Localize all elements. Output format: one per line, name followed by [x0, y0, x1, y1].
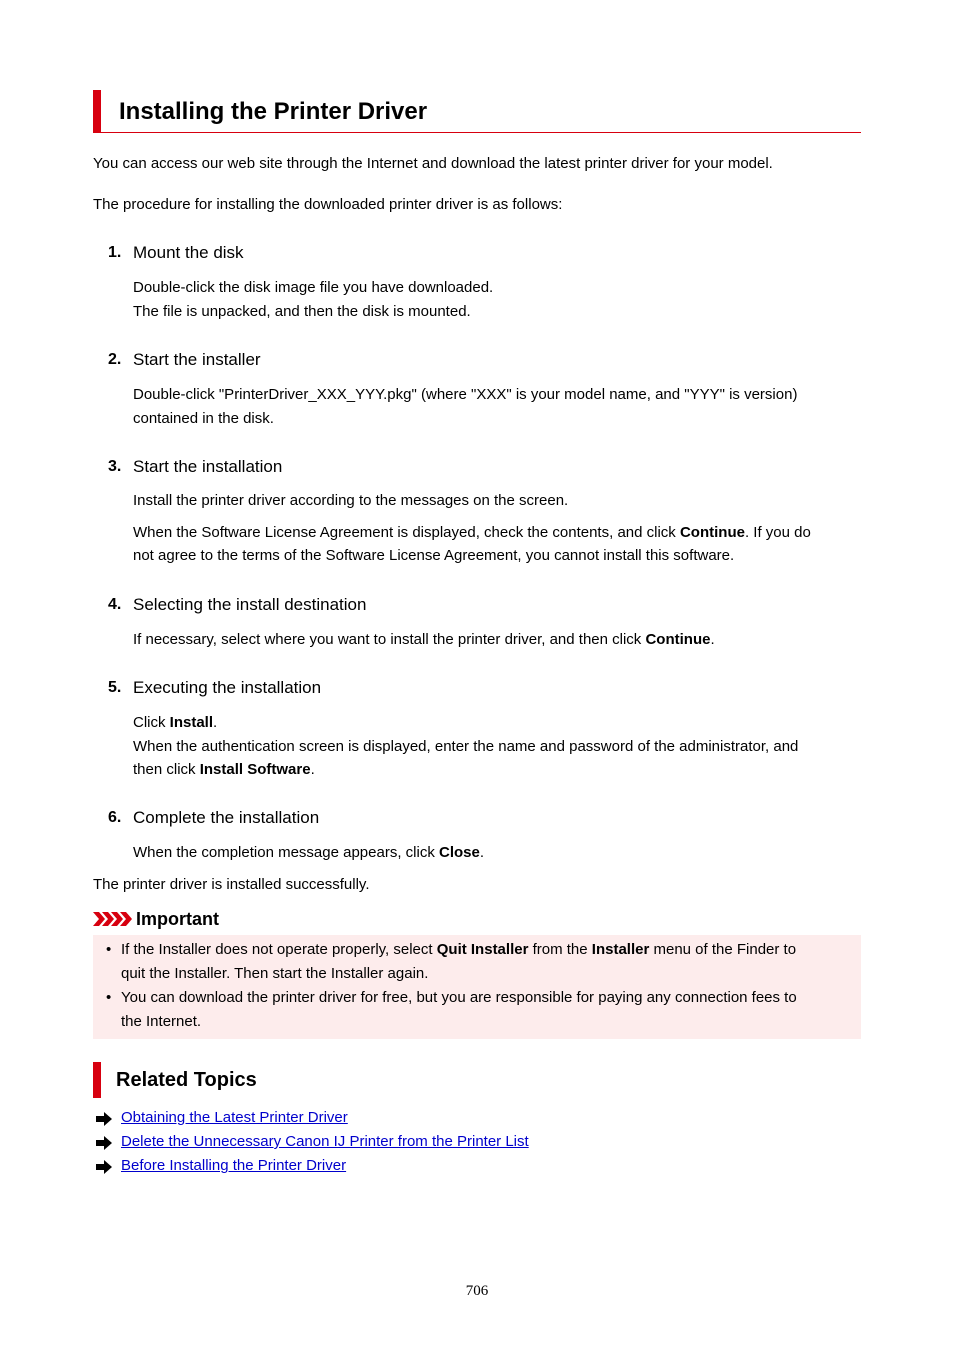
step-5-text: then click [133, 761, 200, 778]
important-text: menu of the Finder to [649, 941, 797, 958]
title-accent-bar [93, 90, 101, 133]
step-3-text: . If you do [744, 523, 811, 541]
install-label: Install [169, 714, 214, 731]
step-4-number: 4. [108, 596, 122, 613]
step-6-number: 6. [108, 809, 122, 826]
step-4-title: Selecting the install destination [133, 595, 367, 614]
step-1-number: 1. [108, 244, 122, 261]
step-3-line-1: Install the printer driver according to the messages on the screen. [133, 492, 569, 509]
step-3-body [133, 489, 853, 568]
step-5-text: . [310, 761, 315, 778]
important-arrows-icon [93, 910, 133, 928]
step-5-line-3 [133, 758, 853, 782]
step-3-title: Start the installation [133, 457, 283, 476]
important-item-2 [121, 986, 851, 1034]
continue-label: Continue [645, 631, 711, 648]
important-item-2-line-1: You can download the printer driver for free, but you are responsible for paying any connection fees to [121, 989, 797, 1006]
step-4-body [133, 628, 853, 652]
step-6-title: Complete the installation [133, 808, 320, 827]
install-software-label: Install Software [199, 761, 311, 778]
step-3-line-2 [133, 521, 853, 545]
important-item-1-line-2: quit the Installer. Then start the Installer again. [121, 965, 429, 982]
step-4-line-1 [133, 628, 853, 652]
step-3-text: When the Software License Agreement is displayed, check the contents, and click [133, 523, 680, 541]
step-3-number: 3. [108, 458, 122, 475]
step-2-line-1: Double-click "PrinterDriver_XXX_YYY.pkg" (where "XXX" is your model name, and "YYY" is version) [133, 386, 798, 403]
step-2-title: Start the installer [133, 350, 261, 369]
important-text: from the [528, 941, 592, 958]
important-item-1 [121, 938, 851, 986]
related-topics-heading: Related Topics [116, 1069, 257, 1091]
step-6-text: . [479, 844, 485, 861]
step-1-line-2: The file is unpacked, and then the disk is mounted. [133, 302, 471, 320]
step-5-text: Click [133, 714, 170, 731]
important-item-1-line-1 [121, 938, 851, 962]
link-before-installing[interactable]: Before Installing the Printer Driver [121, 1157, 347, 1174]
step-5-line-2: When the authentication screen is displayed, enter the name and password of the administrator, and [133, 737, 799, 755]
step-3-line-3: not agree to the terms of the Software License Agreement, you cannot install this software. [133, 547, 735, 564]
link-obtaining-latest-driver[interactable]: Obtaining the Latest Printer Driver [121, 1109, 348, 1126]
step-5-title: Executing the installation [133, 678, 322, 697]
step-4-text: . [710, 631, 715, 648]
important-heading: Important [136, 909, 219, 929]
step-5-body [133, 711, 853, 782]
installer-menu-label: Installer [591, 941, 650, 958]
bullet-marker: • [106, 989, 112, 1006]
close-label: Close [438, 844, 480, 861]
link-delete-printer[interactable]: Delete the Unnecessary Canon IJ Printer from the Printer List [121, 1133, 529, 1150]
step-6-body [133, 841, 853, 865]
arrow-right-icon [96, 1160, 112, 1174]
step-2-line-2: contained in the disk. [133, 409, 274, 427]
step-1-body [133, 276, 853, 323]
step-5-text: . [213, 714, 218, 731]
step-2-number: 2. [108, 351, 122, 368]
important-item-2-line-2: the Internet. [121, 1013, 202, 1030]
success-message: The printer driver is installed successfully. [93, 876, 370, 893]
step-6-text: When the completion message appears, click [133, 844, 439, 861]
arrow-right-icon [96, 1136, 112, 1150]
page-number: 706 [465, 1283, 489, 1299]
intro-paragraph-1: You can access our web site through the Internet and download the latest printer driver for your model. [93, 155, 773, 172]
step-4-text: If necessary, select where you want to install the printer driver, and then click [133, 631, 646, 648]
title-underline [93, 132, 861, 133]
step-5-number: 5. [108, 679, 122, 696]
step-1-line-1: Double-click the disk image file you have downloaded. [133, 279, 494, 296]
related-accent-bar [93, 1062, 101, 1098]
step-2-body [133, 383, 853, 430]
continue-label: Continue [679, 523, 745, 541]
step-5-line-1 [133, 711, 853, 735]
step-6-line-1 [133, 841, 853, 865]
arrow-right-icon [96, 1112, 112, 1126]
step-1-title: Mount the disk [133, 243, 244, 262]
important-text: If the Installer does not operate properly, select [121, 941, 437, 958]
intro-paragraph-2: The procedure for installing the downloaded printer driver is as follows: [93, 196, 563, 213]
quit-installer-label: Quit Installer [436, 941, 529, 958]
page-title: Installing the Printer Driver [119, 98, 428, 125]
bullet-marker: • [106, 941, 112, 958]
